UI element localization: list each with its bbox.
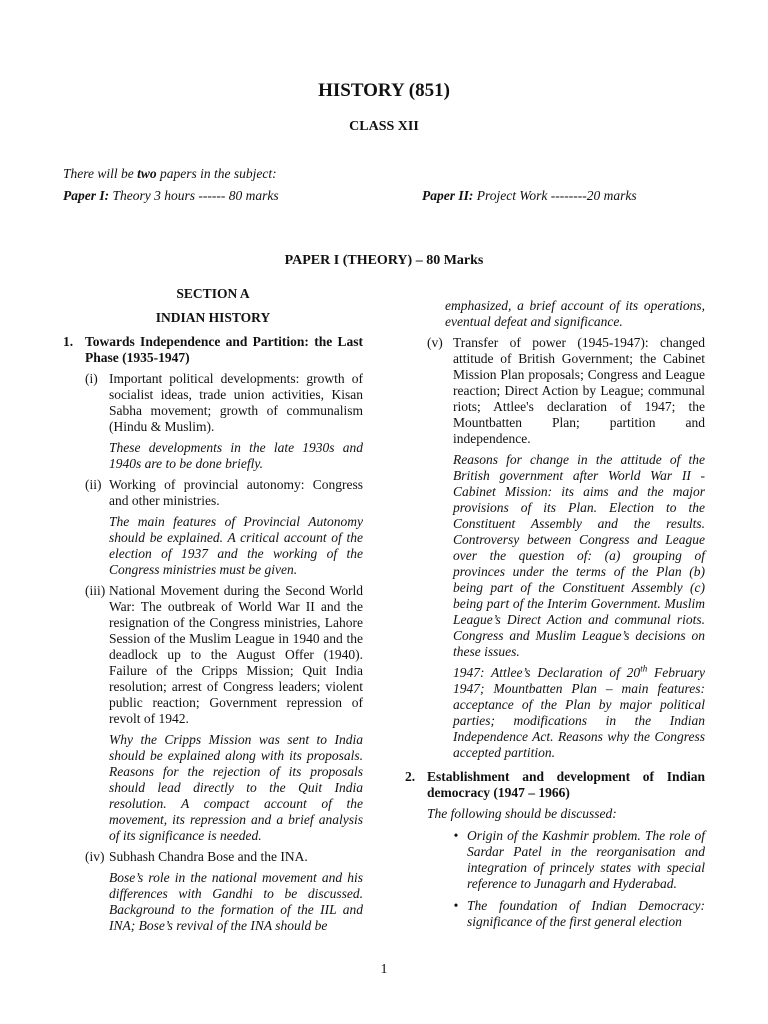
page-number: 1 xyxy=(380,962,388,977)
page-title: HISTORY (851) xyxy=(318,80,450,101)
left-column xyxy=(63,286,363,934)
bullet-2 xyxy=(445,898,705,930)
topic-2-title: Establishment and development of Indian democracy (1947 – 1966) xyxy=(427,769,705,800)
topic-2 xyxy=(405,769,705,801)
paper1-line xyxy=(63,188,279,204)
subsection-heading: INDIAN HISTORY xyxy=(155,310,271,325)
item-i xyxy=(85,371,363,435)
paper1-text: Theory 3 hours ------ 80 marks xyxy=(109,188,279,203)
topic-1-number: 1. xyxy=(63,334,74,349)
intro-post: papers in the subject: xyxy=(156,166,277,181)
item-v xyxy=(427,335,705,447)
topic-2-intro: The following should be discussed: xyxy=(427,806,617,821)
item-ii-note: The main features of Provincial Autonomy should be explained. A critical account of the election of 1937 and the working of the Congress ministries must be given. xyxy=(109,514,363,577)
note-2-post: February 1947; Mountbatten Plan – main features: acceptance of the Plan by major political parties; modifications in the Indian Independence Act. Reasons why the Congress accepted partition. xyxy=(453,665,705,760)
item-v-note-1: Reasons for change in the attitude of the British government after World War II - Cabinet Mission: its aims and the major provisions of its Plan. Election to the Constituent Assembly and the results. Controversy between Congress and League over the question of: (a) grouping of provinces under the terms of the Plan (b) being part of the Constituent Assembly (c) being part of the Interim Government. Muslim League’s Direct Action and communal riots. Congress and Muslim League’s decisions on these issues. xyxy=(453,452,705,659)
continued-note: emphasized, a brief account of its operations, eventual defeat and significance. xyxy=(445,298,705,329)
item-i-number: (i) xyxy=(85,371,98,386)
item-i-note: These developments in the late 1930s and 1940s are to be done briefly. xyxy=(109,440,363,471)
section-heading: SECTION A xyxy=(176,286,250,301)
bullet-1 xyxy=(445,828,705,892)
item-iii xyxy=(85,583,363,727)
item-ii-number: (ii) xyxy=(85,477,102,492)
right-column xyxy=(405,298,705,930)
item-ii-text: Working of provincial autonomy: Congress and other ministries. xyxy=(109,477,363,508)
paper-heading: PAPER I (THEORY) – 80 Marks xyxy=(284,253,484,268)
paper2-text: Project Work --------20 marks xyxy=(473,188,637,203)
item-iv xyxy=(85,849,363,865)
intro-bold: two xyxy=(137,166,157,181)
item-iv-number: (iv) xyxy=(85,849,105,864)
bullet-1-marker: • xyxy=(453,828,459,843)
paper2-label: Paper II: xyxy=(422,188,474,203)
topic-1 xyxy=(63,334,363,366)
intro-line xyxy=(63,166,277,182)
item-v-text: Transfer of power (1945-1947): changed attitude of British Government; the Cabinet Mission Plan proposals; Congress and League reaction; Direct Action by League; communal riots; Attlee's declaration of 1947; the Mountbatten Plan; partition and independence. xyxy=(453,335,705,446)
item-iii-note: Why the Cripps Mission was sent to India should be explained along with its proposals. Reasons for the rejection of its proposals should lead directly to the Quit India resolution. A compact account of the movement, its repression and a brief analysis of its significance is needed. xyxy=(109,732,363,843)
topic-2-number: 2. xyxy=(405,769,416,784)
item-iv-note: Bose’s role in the national movement and his differences with Gandhi to be discussed. Background to the formation of the IIL and INA; Bose’s revival of the INA should be xyxy=(109,870,363,933)
topic-1-title: Towards Independence and Partition: the Last Phase (1935-1947) xyxy=(85,334,363,365)
bullet-2-text: The foundation of Indian Democracy: significance of the first general election xyxy=(467,898,705,929)
note-2-sup: th xyxy=(640,663,648,674)
note-2-pre: 1947: Attlee’s Declaration of 20 xyxy=(453,665,641,680)
paper1-label: Paper I: xyxy=(63,188,110,203)
intro-pre: There will be xyxy=(63,166,138,181)
item-iii-text: National Movement during the Second World War: The outbreak of World War II and the resignation of the Congress ministries, Lahore Session of the Muslim League in 1940 and the deadlock up to the August Offer (1940). Failure of the Cripps Mission; Quit India resolution; arrest of Congress leaders; violent public reaction; Government repression of revolt of 1942. xyxy=(109,583,363,726)
item-ii xyxy=(85,477,363,509)
class-label: CLASS XII xyxy=(349,119,419,134)
item-v-note-2 xyxy=(453,665,705,761)
paper2-line xyxy=(422,188,637,204)
item-i-text: Important political developments: growth of socialist ideas, trade union activities, Kisan Sabha movement; growth of communalism (Hindu & Muslim). xyxy=(109,371,363,434)
item-v-number: (v) xyxy=(427,335,443,350)
bullet-1-text: Origin of the Kashmir problem. The role of Sardar Patel in the reorganisation and integration of princely states with special reference to Junagarh and Hyderabad. xyxy=(467,828,705,891)
bullet-2-marker: • xyxy=(453,898,459,913)
item-iv-text: Subhash Chandra Bose and the INA. xyxy=(109,849,308,864)
item-iii-number: (iii) xyxy=(85,583,106,598)
